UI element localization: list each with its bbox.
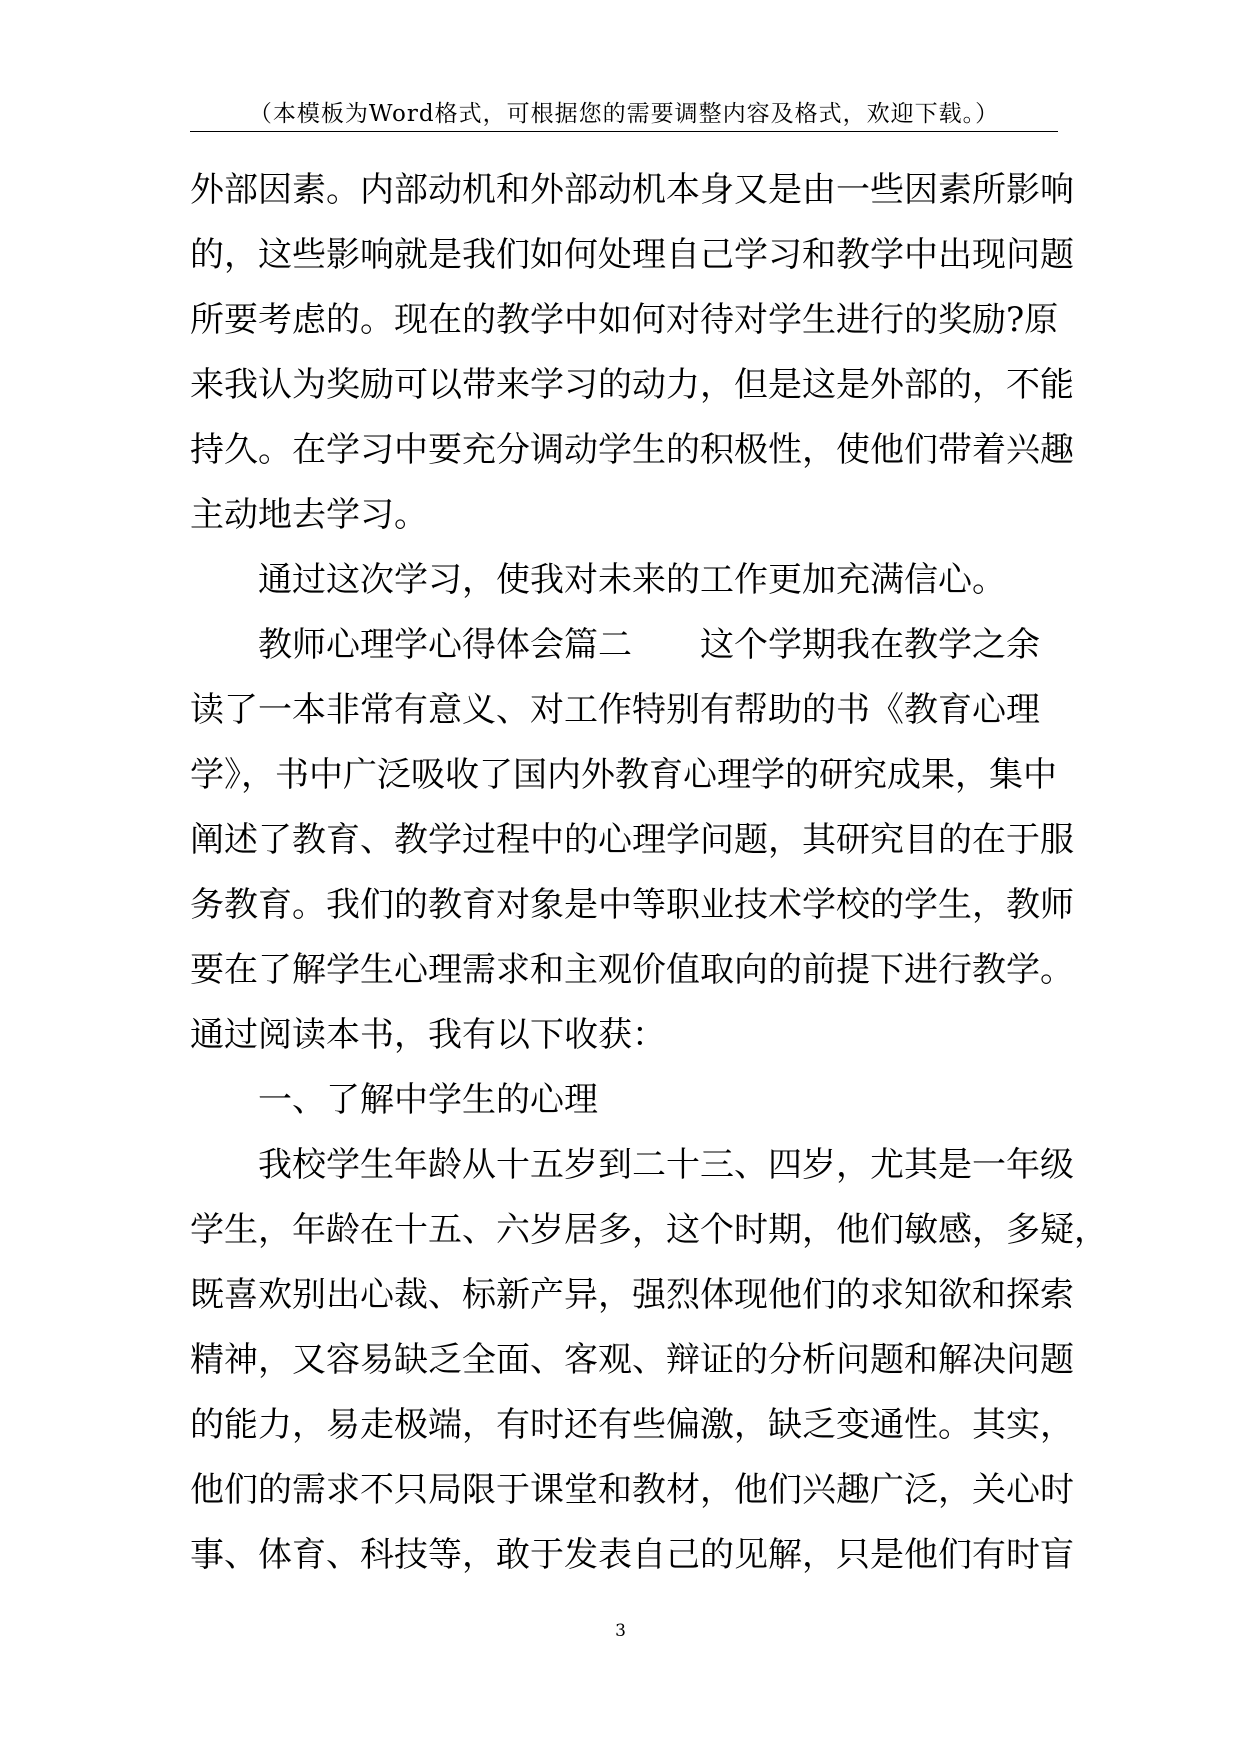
body-line: 读了一本非常有意义、对工作特别有帮助的书《教育心理: [190, 690, 1040, 730]
body-line: 学》，书中广泛吸收了国内外教育心理学的研究成果，集中: [190, 755, 1057, 795]
body-line: 学生，年龄在十五、六岁居多，这个时期，他们敏感，多疑，: [190, 1210, 1108, 1250]
body-line: 事、体育、科技等，敢于发表自己的见解，只是他们有时盲: [190, 1535, 1074, 1575]
template-note-header: （本模板为Word格式，可根据您的需要调整内容及格式，欢迎下载。）: [248, 101, 1000, 127]
body-line: 所要考虑的。现在的教学中如何对待对学生进行的奖励?原: [190, 300, 1059, 340]
body-line: 通过阅读本书，我有以下收获：: [190, 1015, 666, 1055]
page-number: 3: [615, 1621, 626, 1641]
section-heading-line: 教师心理学心得体会篇二 这个学期我在教学之余: [258, 625, 1040, 665]
body-line: 来我认为奖励可以带来学习的动力，但是这是外部的，不能: [190, 365, 1074, 405]
body-line: 持久。在学习中要充分调动学生的积极性，使他们带着兴趣: [190, 430, 1074, 470]
body-line: 主动地去学习。: [190, 495, 428, 535]
document-body: [190, 158, 1108, 1588]
body-line: 要在了解学生心理需求和主观价值取向的前提下进行教学。: [190, 950, 1074, 990]
body-line: 的能力，易走极端，有时还有些偏激，缺乏变通性。其实，: [190, 1405, 1074, 1445]
body-line: 我校学生年龄从十五岁到二十三、四岁，尤其是一年级: [258, 1145, 1074, 1185]
header-divider: [190, 131, 1058, 132]
body-line: 的，这些影响就是我们如何处理自己学习和教学中出现问题: [190, 235, 1074, 275]
body-line: 务教育。我们的教育对象是中等职业技术学校的学生，教师: [190, 885, 1074, 925]
body-line: 阐述了教育、教学过程中的心理学问题，其研究目的在于服: [190, 820, 1074, 860]
body-line: 既喜欢别出心裁、标新产异，强烈体现他们的求知欲和探索: [190, 1275, 1074, 1315]
subheading-line: 一、了解中学生的心理: [258, 1080, 598, 1120]
body-line: 外部因素。内部动机和外部动机本身又是由一些因素所影响: [190, 170, 1074, 210]
body-line: 他们的需求不只局限于课堂和教材，他们兴趣广泛，关心时: [190, 1470, 1074, 1510]
body-line: 通过这次学习，使我对未来的工作更加充满信心。: [258, 560, 1006, 600]
body-line: 精神，又容易缺乏全面、客观、辩证的分析问题和解决问题: [190, 1340, 1074, 1380]
